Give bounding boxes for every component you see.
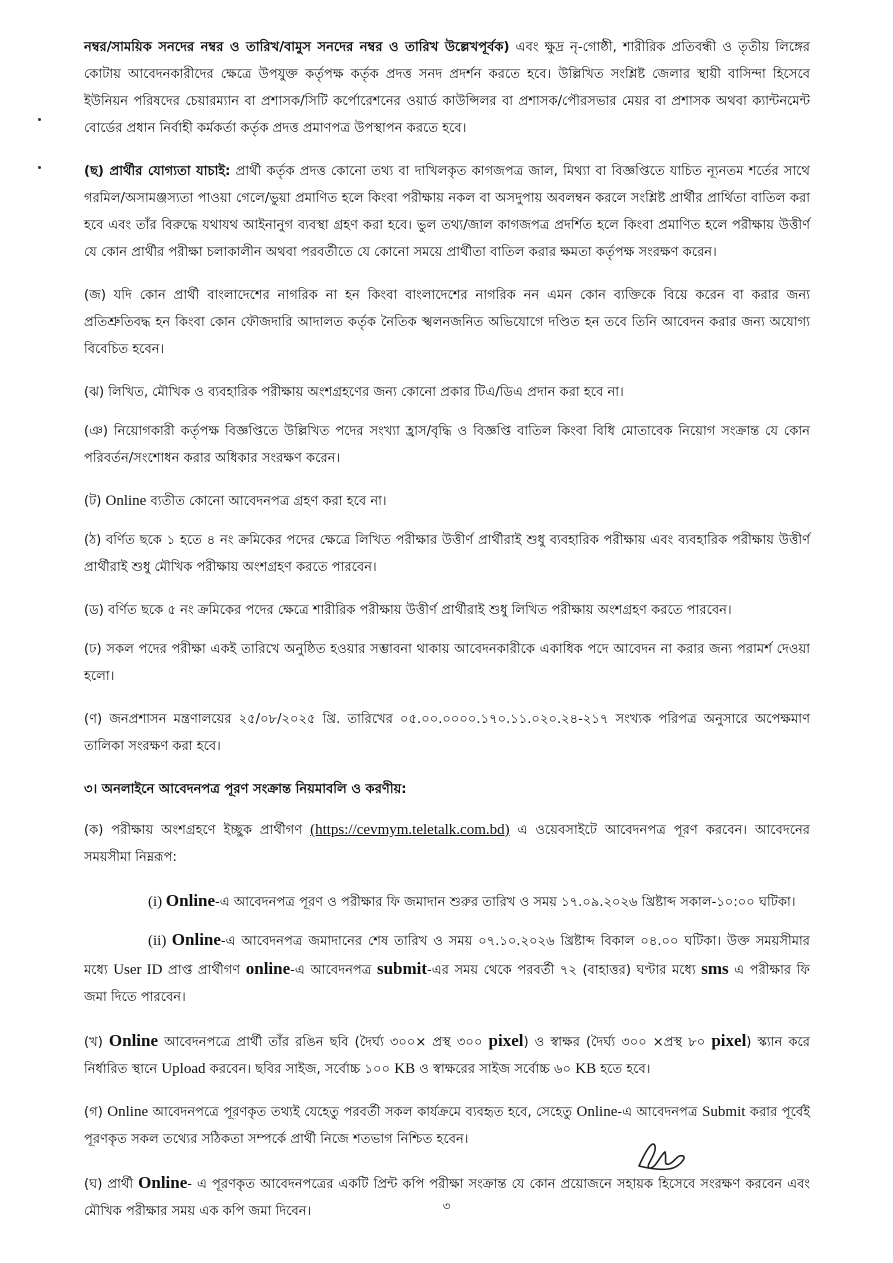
paragraph-ja: (জ) যদি কোন প্রার্থী বাংলাদেশের নাগরিক না হন কিংবা বাংলাদেশের নাগরিক নন এমন কোন ব্যক্তিকে বিয়ে করেন বা করার জন্য প্রতিশ্রুতিবদ্ধ হন কিংবা কোন ফৌজদারি আদালত কর্তৃক নৈতিক স্খলনজনিত অভিযোগে দণ্ডিত হন তবে তিনি আবেদন করার জন্য অযোগ্য বিবেচিত হবেন। (84, 288, 810, 357)
kha-part3: ) স্ক্যান করে নির্ধারিত স্থানে (84, 1035, 810, 1077)
gha-latin: Online (138, 1173, 188, 1192)
gha-suffix: - এ পূরণকৃত আবেদনপত্রের একটি প্রিন্ট কপি পরীক্ষা সংক্রান্ত যে কোন প্রয়োজনে সহায়ক হিসেবে সংরক্ষণ করবেন এবং মৌখিক পরীক্ষার সময় এক কপি জমা দিবেন। (84, 1177, 810, 1219)
paragraph-jha: (ঝ) লিখিত, মৌখিক ও ব্যবহারিক পরীক্ষায় অংশগ্রহণের জন্য কোনো প্রকার টিএ/ডিএ প্রদান করা হবে না। (84, 385, 624, 400)
page-number: ৩ (442, 1199, 451, 1213)
ta-latin: Online (105, 493, 147, 509)
ta-suffix: ব্যতীত কোনো আবেদনপত্র গ্রহণ করা হবে না। (146, 494, 387, 509)
paragraph-intro (84, 34, 810, 142)
ka-i-suffix: -এ আবেদনপত্র পূরণ ও পরীক্ষার ফি জমাদান শুরুর তারিখ ও সময় ১৭.০৯.২০২৬ খ্রিষ্টাব্দ সকাল-১০:০০ ঘটিকা। (215, 895, 796, 910)
cha-text: প্রার্থী কর্তৃক প্রদত্ত কোনো তথ্য বা দাখিলকৃত কাগজপত্র জাল, মিথ্যা বা বিজ্ঞপ্তিতে যাচিত ন্যূনতম শর্তের সাথে গরমিল/অসামঞ্জস্যতা পাওয়া গেলে/ভুয়া প্রমাণিত হলে কিংবা পরীক্ষায় নকল বা অসদুপায় অবলম্বন করলে সংশ্লিষ্ট প্রার্থীর প্রার্থিতা বাতিল করা হবে এবং তাঁর বিরুদ্ধে যথাযথ আইনানুগ ব্যবস্থা গ্রহণ করা হবে। ভুল তথ্য/জাল কাগজপত্র প্রদর্শিত হলে কিংবা প্রমাণিত হলে পরীক্ষায় উত্তীর্ণ যে কোন প্রার্থীর পরীক্ষা চলাকালীন অথবা পরবর্তীতে যে কোনো সময়ে প্রার্থীতা বাতিল করার ক্ষমতা কর্তৃপক্ষ সংরক্ষণ করেন। (84, 164, 810, 260)
handwritten-signature (633, 1136, 691, 1176)
kha-latin4: Upload (161, 1061, 206, 1077)
ga-part3: করার পূর্বেই পূরণকৃত সকল তথ্যের সঠিকতা সম্পর্কে প্রার্থী নিজে শতভাগ নিশ্চিত হবেন। (84, 1105, 811, 1147)
ga-latin2: Online (576, 1104, 618, 1120)
kha-prefix: (খ) (84, 1035, 109, 1050)
ka-ii-latin1: Online (171, 930, 221, 949)
scan-speck (38, 118, 41, 121)
paragraph-3-ka (84, 817, 810, 871)
ka-ii-part5: এ পরীক্ষার ফি জমা দিতে পারবেন। (84, 963, 810, 1005)
intro-bold-lead: নম্বর/সাময়িক সনদের নম্বর ও তারিখ/বামুস সনদের নম্বর ও তারিখ উল্লেখপূর্বক) (84, 40, 510, 55)
intro-text: এবং ক্ষুদ্র নৃ-গোষ্ঠী, শারীরিক প্রতিবন্ধী ও তৃতীয় লিঙ্গের কোটায় আবেদনকারীদের ক্ষেত্রে উপযুক্ত কর্তৃপক্ষ কর্তৃক প্রদত্ত সনদ প্রদর্শন করতে হবে। উল্লিখিত সংশ্লিষ্ট জেলার স্থায়ী বাসিন্দা হিসেবে ইউনিয়ন পরিষদের চেয়ারম্যান বা প্রশাসক/সিটি কর্পোরেশনের ওয়ার্ড কাউন্সিলর বা প্রশাসক/পৌরসভার মেয়র বা প্রশাসক অথবা ক্যান্টনমেন্ট বোর্ডের প্রধান নির্বাহী কর্মকর্তা কর্তৃক প্রদত্ত প্রমাণপত্র উপস্থাপন করতে হবে। (84, 40, 811, 136)
ga-prefix: (গ) (84, 1105, 108, 1120)
ta-prefix: (ট) (84, 494, 106, 509)
ka-ii-part3: -এ আবেদনপত্র (290, 963, 377, 978)
ka-i-prefix: (i) (148, 894, 166, 910)
paragraph-ta (84, 488, 810, 515)
cha-bold-lead: (ছ) প্রার্থীর যোগ্যতা যাচাই: (84, 164, 231, 179)
ka-ii-latin3: online (245, 959, 291, 978)
ka-prefix: (ক) পরীক্ষায় অংশগ্রহণে ইচ্ছুক প্রার্থীগণ (84, 823, 311, 838)
paragraph-da: (ড) বর্ণিত ছকে ৫ নং ক্রমিকের পদের ক্ষেত্রে শারীরিক পরীক্ষায় উত্তীর্ণ প্রার্থীরাই শুধু লিখিত পরীক্ষায় অংশগ্রহণ করতে পারবেন। (84, 603, 732, 618)
ga-latin1: Online (107, 1104, 149, 1120)
ga-latin3: Submit (702, 1104, 746, 1120)
ka-suffix: এ ওয়েবসাইটে আবেদনপত্র পূরণ করবেন। আবেদনের সময়সীমা নিম্নরূপ: (84, 823, 810, 865)
scan-speck (38, 166, 41, 169)
paragraph-dha: (ঢ) সকল পদের পরীক্ষা একই তারিখে অনুষ্ঠিত হওয়ার সম্ভাবনা থাকায় আবেদনকারীকে একাধিক পদে আবেদন না করার জন্য পরামর্শ দেওয়া হলো। (84, 642, 810, 684)
ka-ii-latin2: User ID (113, 962, 163, 978)
document-body (84, 34, 810, 1241)
ka-ii-prefix: (ii) (148, 933, 172, 949)
paragraph-3-ka-ii (84, 926, 810, 1011)
section-3-heading: ৩। অনলাইনে আবেদনপত্র পূরণ সংক্রান্ত নিয়মাবলি ও করণীয়: (84, 782, 407, 797)
paragraph-tha: (ঠ) বর্ণিত ছকে ১ হতে ৪ নং ক্রমিকের পদের ক্ষেত্রে লিখিত পরীক্ষার উত্তীর্ণ প্রার্থীরাই শুধু ব্যবহারিক পরীক্ষায় এবং ব্যবহারিক পরীক্ষায় উত্তীর্ণ প্রার্থীরাই শুধু মৌখিক পরীক্ষায় অংশগ্রহণ করতে পারবেন। (84, 533, 810, 575)
kha-latin5: KB (394, 1061, 416, 1077)
ka-ii-latin4: submit (376, 959, 428, 978)
paragraph-3-kha (84, 1027, 810, 1083)
kha-part5: ও স্বাক্ষরের সাইজ সর্বোচ্চ ৬০ (415, 1062, 576, 1077)
ka-ii-part4: -এর সময় থেকে পরবর্তী ৭২ (বাহাত্তর) ঘণ্টার মধ্যে (427, 963, 702, 978)
paragraph-cha (84, 158, 810, 266)
kha-latin2: pixel (488, 1031, 524, 1050)
paragraph-3-ga (84, 1099, 810, 1153)
paragraph-3-ka-i (84, 887, 810, 916)
paragraph-na: (ণ) জনপ্রশাসন মন্ত্রণালয়ের ২৫/০৮/২০২৫ খ্রি. তারিখের ০৫.০০.০০০০.১৭০.১১.০২০.২৪-২১৭ সংখ্যক পরিপত্র অনুসারে অপেক্ষমাণ তালিকা সংরক্ষণ করা হবে। (84, 712, 810, 754)
ka-ii-part1: -এ আবেদনপত্র জমাদানের শেষ তারিখ ও সময় ০৭.১০.২০২৬ খ্রিষ্টাব্দ বিকাল ০৪.০০ ঘটিকা। উক্ত সময়সীমার মধ্যে (84, 934, 810, 978)
kha-latin6: KB (575, 1061, 597, 1077)
gha-prefix: (ঘ) প্রার্থী (84, 1177, 139, 1192)
ga-part1: আবেদনপত্রে পূরণকৃত তথ্যই যেহেতু পরবর্তী সকল কার্যক্রমে ব্যবহৃত হবে, সেহেতু (148, 1105, 577, 1120)
paragraph-nya: (ঞ) নিয়োগকারী কর্তৃপক্ষ বিজ্ঞপ্তিতে উল্লিখিত পদের সংখ্যা হ্রাস/বৃদ্ধি ও বিজ্ঞপ্তি বাতিল কিংবা বিধি মোতাবেক নিয়োগ সংক্রান্ত যে কোন পরিবর্তন/সংশোধন করার অধিকার সংরক্ষণ করেন। (84, 424, 810, 466)
website-link[interactable]: (https://cevmym.teletalk.com.bd) (310, 822, 510, 838)
ka-i-latin: Online (165, 891, 216, 910)
ka-ii-part2: প্রাপ্ত প্রার্থীগণ (162, 963, 246, 978)
kha-latin1: Online (108, 1031, 159, 1050)
kha-part1: আবেদনপত্রে প্রার্থী তাঁর রঙিন ছবি (দৈর্ঘ্য ৩০০× প্রস্থ ৩০০ (158, 1035, 489, 1050)
ka-ii-latin5: sms (701, 959, 729, 978)
ga-part2: -এ আবেদনপত্র (617, 1105, 703, 1120)
kha-part4: করবেন। ছবির সাইজ, সর্বোচ্চ ১০০ (205, 1062, 395, 1077)
kha-part2: ) ও স্বাক্ষর (দৈর্ঘ্য ৩০০ ×প্রস্থ ৮০ (523, 1035, 712, 1050)
kha-part6: হতে হবে। (596, 1062, 651, 1077)
kha-latin3: pixel (711, 1031, 747, 1050)
